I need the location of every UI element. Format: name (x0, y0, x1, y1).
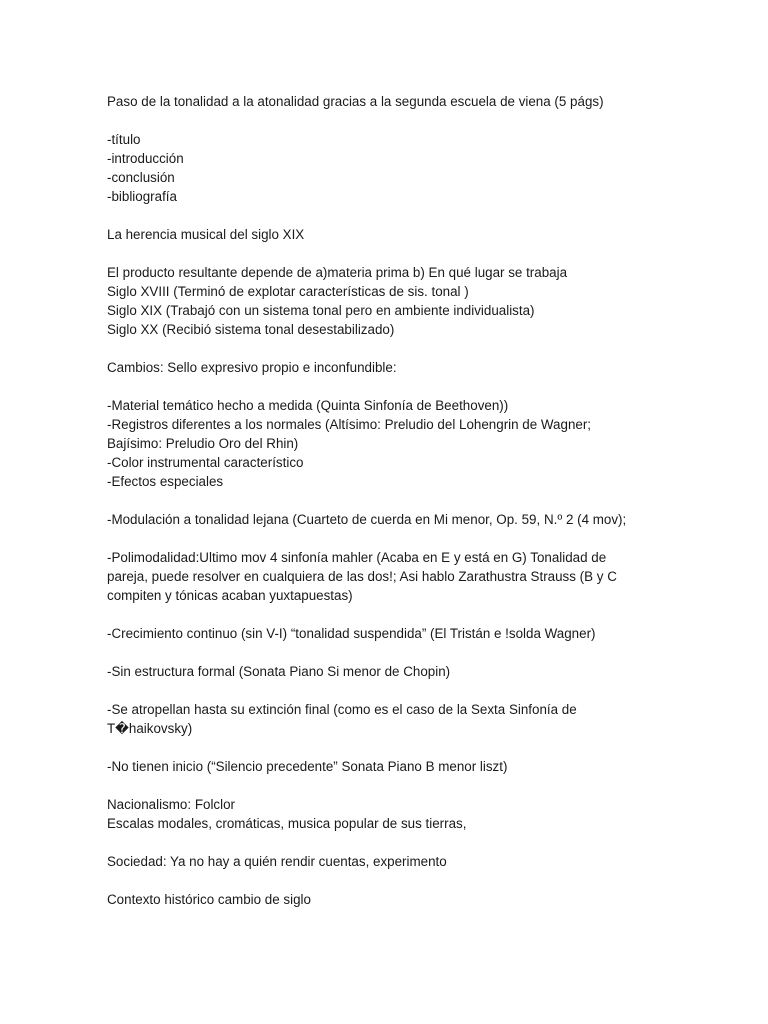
list-item: -Sin estructura formal (Sonata Piano Si menor de Chopin) (107, 664, 451, 679)
paragraph-line: Siglo XX (Recibió sistema tonal desestabilizado) (107, 322, 395, 337)
outline-item-bibliografia: -bibliografía (107, 189, 177, 204)
list-item: -Crecimiento continuo (sin V-I) “tonalidad suspendida” (El Tristán e !solda Wagner) (107, 626, 596, 641)
list-item: -Material temático hecho a medida (Quinta Sinfonía de Beethoven)) (107, 398, 509, 413)
blank-line (107, 206, 727, 225)
paragraph-line: Contexto histórico cambio de siglo (107, 892, 311, 907)
outline-item-introduccion: -introducción (107, 151, 184, 166)
paragraph-line: Cambios: Sello expresivo propio e inconfundible: (107, 360, 397, 375)
blank-line (107, 871, 727, 890)
paragraph-line: Sociedad: Ya no hay a quién rendir cuentas, experimento (107, 854, 447, 869)
paragraph-line: Nacionalismo: Folclor (107, 797, 235, 812)
document-page (107, 92, 727, 909)
section-heading: La herencia musical del siglo XIX (107, 227, 305, 242)
list-item: -Modulación a tonalidad lejana (Cuarteto de cuerda en Mi menor, Op. 59, N.º 2 (4 mov); (107, 512, 627, 527)
blank-line (107, 738, 727, 757)
list-item-continuation: pareja, puede resolver en cualquiera de las dos!; Asi hablo Zarathustra Strauss (B y C (107, 569, 617, 584)
blank-line (107, 833, 727, 852)
outline-item-conclusion: -conclusión (107, 170, 175, 185)
blank-line (107, 681, 727, 700)
list-item: -No tienen inicio (“Silencio precedente” Sonata Piano B menor liszt) (107, 759, 508, 774)
blank-line (107, 244, 727, 263)
blank-line (107, 529, 727, 548)
blank-line (107, 377, 727, 396)
blank-line (107, 339, 727, 358)
list-item: -Polimodalidad:Ultimo mov 4 sinfonía mahler (Acaba en E y está en G) Tonalidad de (107, 550, 607, 565)
list-item-continuation: compiten y tónicas acaban yuxtapuestas) (107, 588, 353, 603)
paragraph-line: Escalas modales, cromáticas, musica popular de sus tierras, (107, 816, 467, 831)
outline-item-titulo: -título (107, 132, 141, 147)
blank-line (107, 605, 727, 624)
paragraph-line: El producto resultante depende de a)materia prima b) En qué lugar se trabaja (107, 265, 568, 280)
list-item: -Color instrumental característico (107, 455, 304, 470)
document-title: Paso de la tonalidad a la atonalidad gracias a la segunda escuela de viena (5 págs) (107, 94, 604, 109)
paragraph-line: Siglo XVIII (Terminó de explotar características de sis. tonal ) (107, 284, 469, 299)
blank-line (107, 111, 727, 130)
list-item: -Registros diferentes a los normales (Altísimo: Preludio del Lohengrin de Wagner; (107, 417, 592, 432)
list-item-continuation: T�haikovsky) (107, 721, 193, 736)
list-item: -Se atropellan hasta su extinción final (como es el caso de la Sexta Sinfonía de (107, 702, 577, 717)
paragraph-line: Siglo XIX (Trabajó con un sistema tonal pero en ambiente individualista) (107, 303, 535, 318)
list-item: -Efectos especiales (107, 474, 224, 489)
list-item-continuation: Bajísimo: Preludio Oro del Rhin) (107, 436, 299, 451)
blank-line (107, 643, 727, 662)
blank-line (107, 776, 727, 795)
blank-line (107, 491, 727, 510)
